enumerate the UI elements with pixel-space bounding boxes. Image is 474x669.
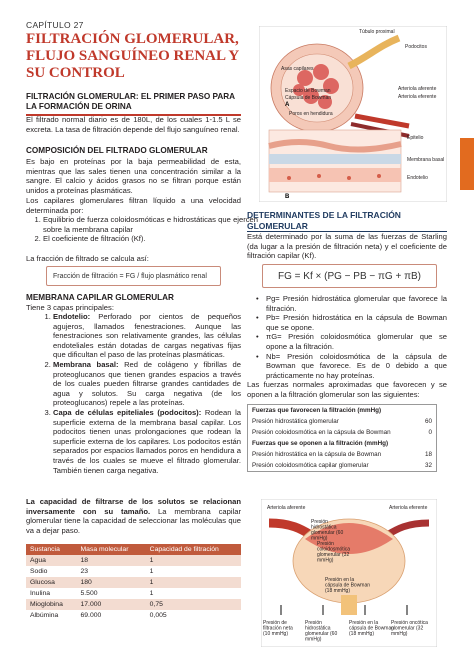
table-cell: Mioglobina — [26, 599, 77, 610]
tubule-outlet-shape — [341, 595, 357, 615]
table-group-title: Fuerzas que favorecen la filtración (mmHg) — [252, 407, 382, 414]
table-row — [26, 588, 241, 599]
table-row — [248, 416, 437, 427]
table-row — [248, 460, 437, 472]
membrana-layers-list — [26, 312, 241, 475]
figure-label: Cápsula de Bowman — [285, 95, 332, 101]
table-cell: Presión coloidosmótica en la cápsula de Bowman — [252, 429, 391, 436]
table-row — [248, 405, 437, 417]
table-header: Capacidad de filtración — [146, 544, 241, 555]
figure-label: Poros en hendidura — [289, 111, 333, 117]
table-cell: 1 — [149, 590, 154, 597]
list-item: • Nb= Presión coloidosmótica de la cápsula de Bowman que favorece. Es de 0 debido a que prácticamente no hay proteínas. — [256, 352, 447, 381]
panel-letter: A — [285, 102, 290, 108]
table-cell: 1 — [149, 568, 154, 575]
figure-label: Arteriola aferente — [267, 505, 306, 511]
determinantes-paragraph: Está determinado por la suma de las fuerzas de Starling (da lugar a la presión de filtración neta) y el coeficiente de filtración capilar (Kf). — [247, 232, 447, 261]
membrana-intro: Tiene 3 capas principales: — [26, 303, 114, 312]
list-item — [53, 408, 241, 475]
pressure-definitions — [256, 294, 447, 380]
table-row — [248, 449, 437, 460]
table-header: Masa molecular — [77, 544, 146, 555]
table-row — [26, 599, 241, 610]
figure-label: Podocitos — [405, 44, 427, 50]
section-title-membrana: MEMBRANA CAPILAR GLOMERULAR — [26, 293, 174, 302]
composicion-paragraph-3: La fracción de filtrado se calcula así: — [26, 254, 149, 263]
section-title-composicion: COMPOSICIÓN DEL FILTRADO GLOMERULAR — [26, 146, 208, 155]
section-title-determinantes: DETERMINANTES DE LA FILTRACIÓN GLOMERULAR — [247, 210, 401, 231]
list-item: • Pb= Presión hidrostática en la cápsula de Bowman que se opone. — [256, 313, 447, 332]
composicion-paragraph: Es bajo en proteínas por la baja permeabilidad de esta, mientras que las sales tienen una concentración similar a la sangre. El calcio y ácidos grasos no se filtran porque están unidos a proteínas plasmáticas. — [26, 157, 241, 195]
table-header-row — [26, 544, 241, 555]
figure-label: Espacio de Bowman — [285, 88, 331, 94]
figure-label: Endotelio — [407, 175, 428, 181]
list-item: • πG= Presión coloidosmótica glomerular que se opone a la filtración. — [256, 332, 447, 351]
table-cell: Presión hidrostática en la cápsula de Bowman — [252, 451, 382, 458]
solutes-table — [26, 544, 241, 621]
fraction-formula: Fracción de filtración = FG / flujo plasmático renal — [53, 272, 207, 280]
layer-name: Capa de células epiteliales (podocitos): — [53, 407, 202, 417]
forces-table — [247, 404, 437, 472]
table-row — [248, 438, 437, 449]
composicion-list — [26, 215, 258, 244]
figure-label: Presión en la cápsula de Bowman (18 mmHg) — [325, 577, 371, 594]
list-item: • Pg= Presión hidrostática glomerular que favorece la filtración. — [256, 294, 447, 313]
layer-desc: Red de colágeno y fibrillas de proteoglucanos que tienen grandes espacios a través de los cuales pueden filtrarse grandes cantidades de agua y solutos. Su carga negativa (de los proteoglucanos) repele a las proteínas. — [53, 359, 241, 408]
table-cell: 23 — [80, 568, 89, 575]
fg-formula-box — [262, 264, 437, 288]
table-row — [26, 610, 241, 621]
fraction-formula-box — [46, 266, 221, 286]
layer-name: Membrana basal: — [53, 359, 119, 369]
figure-label: Membrana basal — [407, 157, 445, 163]
figure-label: Presión oncótica glomerular (32 mmHg) — [391, 620, 428, 637]
list-item: 2. El coeficiente de filtración (Kf). — [43, 234, 258, 244]
table-cell: 18 — [77, 555, 146, 566]
table-row — [26, 566, 241, 577]
list-item — [53, 312, 241, 360]
closing-bold: La capacidad de filtrarse de los solutos se relacionan inversamente con su tamaño. — [26, 497, 241, 516]
glomerulus-figure — [259, 26, 447, 202]
list-item: 1. Equilibrio de fuerza coloidosmóticas e hidrostáticas que ejercen sobre la membrana capilar — [43, 215, 258, 234]
table-cell: Albúmina — [30, 612, 59, 619]
table-row — [26, 577, 241, 588]
table-cell: 60 — [424, 418, 432, 425]
figure-label: Epitelio — [407, 135, 424, 141]
figure-label: Presión hidrostática glomerular (60 mmHg) — [305, 620, 338, 643]
figure-label: Presión hidrostática glomerular (60 mmHg) — [311, 519, 344, 542]
table-group-title: Fuerzas que se oponen a la filtración (mmHg) — [252, 440, 389, 447]
table-cell: Presión hidrostática glomerular — [252, 418, 339, 425]
table-header: Sustancia — [26, 544, 77, 555]
table-cell: 0,005 — [149, 612, 167, 619]
table-cell: Glucosa — [26, 577, 77, 588]
chapter-side-tab — [460, 138, 474, 190]
layer-name: Endotelio: — [53, 312, 91, 321]
figure-label: Arteriola aferente — [398, 86, 437, 92]
table-row — [26, 555, 241, 566]
table-cell: 5.500 — [80, 590, 98, 597]
table-cell: 69.000 — [80, 612, 102, 619]
section-text-filtracion: El filtrado normal diario es de 180L, de los cuales 1-1.5 L se excreta. La tasa de filtración depende del flujo sanguíneo renal. — [26, 115, 241, 134]
composicion-paragraph-2: Los capilares glomerulares filtran líquido a una velocidad determinada por: — [26, 196, 241, 215]
fg-formula: FG = Kf × (PG − PB − πG + πB) — [277, 270, 421, 282]
table-cell: Inulina — [30, 590, 51, 597]
pressures-figure — [261, 499, 437, 647]
table-cell: 1 — [146, 577, 241, 588]
table-cell: 0 — [428, 429, 432, 436]
figure-label: Túbulo proximal — [359, 29, 395, 35]
figure-label: Arteriola eferente — [398, 94, 437, 100]
table-cell: 32 — [424, 462, 432, 469]
table-cell: Sodio — [30, 568, 48, 575]
figure-label: Presión coloidosmótica glomerular (32 mmHg) — [317, 541, 351, 564]
fuerzas-intro: Las fuerzas normales aproximadas que favorecen y se oponen a la filtración glomerular son las siguientes: — [247, 380, 447, 399]
table-cell: 1 — [146, 555, 241, 566]
table-row — [248, 427, 437, 438]
list-item — [53, 360, 241, 408]
panel-letter: B — [285, 194, 290, 200]
table-cell: 180 — [77, 577, 146, 588]
figure-label: Arteriola eferente — [389, 505, 428, 511]
table-cell: Agua — [26, 555, 77, 566]
table-cell: 18 — [424, 451, 432, 458]
table-cell: 0,75 — [146, 599, 241, 610]
page-title: FILTRACIÓN GLOMERULAR, FLUJO SANGUÍNEO RENAL Y SU CONTROL — [26, 31, 239, 81]
closing-text: La membrana capilar glomerular tiene la capacidad de seleccionar las moléculas que va a dejar paso. — [26, 506, 241, 535]
membrana-closing — [26, 497, 241, 535]
layer-desc: Perforado por cientos de pequeños agujeros, llamados fenestraciones. Aunque las fenestraciones son relativamente grandes, las células endoteliales están dotadas de cargas negativas fijas que dificultan el paso de las proteínas plasmáticas. — [53, 312, 241, 360]
figure-label: Presión en la cápsula de Bowman (18 mmHg) — [349, 620, 395, 637]
table-cell: Presión coloidosmótica capilar glomerular — [252, 462, 369, 469]
figure-label: Asas capilares — [281, 66, 314, 72]
table-cell: 17.000 — [77, 599, 146, 610]
section-title-filtracion: FILTRACIÓN GLOMERULAR: EL PRIMER PASO PARA LA FORMACIÓN DE ORINA — [26, 92, 235, 111]
figure-label: Presión de filtración neta (10 mmHg) — [263, 620, 293, 637]
chapter-label: CAPÍTULO 27 — [26, 20, 84, 30]
layer-desc: Rodean la superficie externa de la membrana basal capilar. Los podocitos tienen unas prolongaciones que rodean la superficie externa de los capilares. Los podocitos están separados por espacios llamados poros en hendidura a través de los cuales se mueve el filtrado glomerular. También tienen carga negativa. — [53, 407, 241, 475]
